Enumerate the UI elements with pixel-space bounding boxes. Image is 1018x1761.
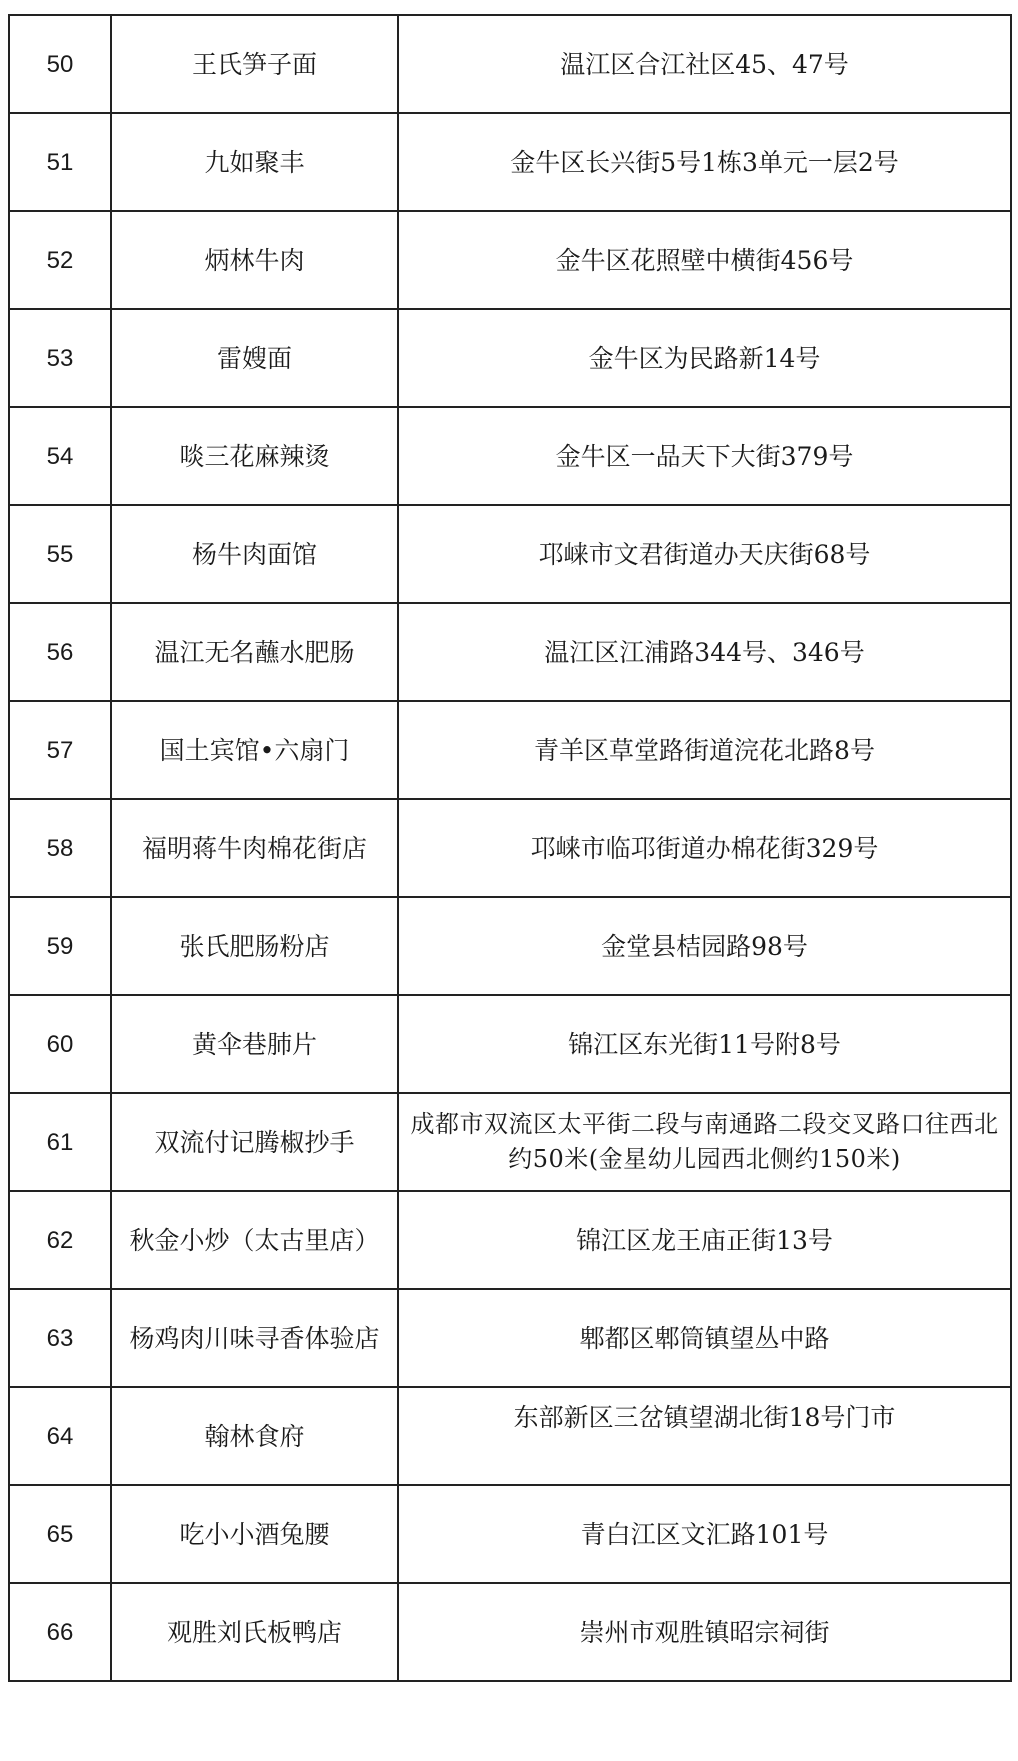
row-number-cell: 54 [9,407,111,505]
row-number-cell: 57 [9,701,111,799]
address-cell: 成都市双流区太平街二段与南通路二段交叉路口往西北约50米(金星幼儿园西北侧约150米) [398,1093,1011,1191]
table-row [9,505,1011,603]
restaurant-name-cell: 秋金小炒（太古里店） [111,1191,398,1289]
row-number-cell: 66 [9,1583,111,1681]
row-number-cell: 55 [9,505,111,603]
restaurant-table [8,14,1012,1682]
table-row [9,1093,1011,1191]
address-cell: 金牛区一品天下大街379号 [398,407,1011,505]
row-number-cell: 58 [9,799,111,897]
row-number-cell: 52 [9,211,111,309]
table-body [9,15,1011,1681]
row-number-cell: 61 [9,1093,111,1191]
address-cell: 温江区合江社区45、47号 [398,15,1011,113]
restaurant-name-cell: 雷嫂面 [111,309,398,407]
address-cell: 崇州市观胜镇昭宗祠街 [398,1583,1011,1681]
restaurant-name-cell: 王氏笋子面 [111,15,398,113]
address-cell: 青羊区草堂路街道浣花北路8号 [398,701,1011,799]
restaurant-name-cell: 观胜刘氏板鸭店 [111,1583,398,1681]
address-cell: 邛崃市文君街道办天庆街68号 [398,505,1011,603]
address-cell: 郫都区郫筒镇望丛中路 [398,1289,1011,1387]
restaurant-name-cell: 杨牛肉面馆 [111,505,398,603]
restaurant-name-cell: 翰林食府 [111,1387,398,1485]
restaurant-name-cell: 炳林牛肉 [111,211,398,309]
restaurant-name-cell: 吃小小酒兔腰 [111,1485,398,1583]
table-row [9,407,1011,505]
table-row [9,1191,1011,1289]
restaurant-name-cell: 温江无名蘸水肥肠 [111,603,398,701]
table-row [9,603,1011,701]
address-cell: 金牛区为民路新14号 [398,309,1011,407]
row-number-cell: 59 [9,897,111,995]
table-row [9,113,1011,211]
address-cell: 青白江区文汇路101号 [398,1485,1011,1583]
row-number-cell: 56 [9,603,111,701]
address-cell: 温江区江浦路344号、346号 [398,603,1011,701]
restaurant-name-cell: 九如聚丰 [111,113,398,211]
row-number-cell: 64 [9,1387,111,1485]
address-cell: 邛崃市临邛街道办棉花街329号 [398,799,1011,897]
row-number-cell: 50 [9,15,111,113]
address-cell: 锦江区龙王庙正街13号 [398,1191,1011,1289]
restaurant-name-cell: 福明蒋牛肉棉花街店 [111,799,398,897]
address-cell: 金牛区长兴街5号1栋3单元一层2号 [398,113,1011,211]
restaurant-name-cell: 啖三花麻辣烫 [111,407,398,505]
row-number-cell: 53 [9,309,111,407]
row-number-cell: 60 [9,995,111,1093]
address-cell: 锦江区东光街11号附8号 [398,995,1011,1093]
table-row [9,701,1011,799]
restaurant-name-cell: 黄伞巷肺片 [111,995,398,1093]
table-row [9,211,1011,309]
restaurant-name-cell: 杨鸡肉川味寻香体验店 [111,1289,398,1387]
row-number-cell: 62 [9,1191,111,1289]
table-row [9,1485,1011,1583]
table-row [9,1289,1011,1387]
table-row [9,309,1011,407]
restaurant-name-cell: 国土宾馆•六扇门 [111,701,398,799]
table-row [9,1387,1011,1485]
row-number-cell: 51 [9,113,111,211]
address-cell: 金堂县桔园路98号 [398,897,1011,995]
address-cell: 东部新区三岔镇望湖北街18号门市 [398,1387,1011,1485]
table-row [9,897,1011,995]
table-row [9,799,1011,897]
row-number-cell: 63 [9,1289,111,1387]
table-row [9,995,1011,1093]
restaurant-name-cell: 张氏肥肠粉店 [111,897,398,995]
table-row [9,15,1011,113]
table-row [9,1583,1011,1681]
row-number-cell: 65 [9,1485,111,1583]
address-cell: 金牛区花照壁中横街456号 [398,211,1011,309]
restaurant-name-cell: 双流付记腾椒抄手 [111,1093,398,1191]
